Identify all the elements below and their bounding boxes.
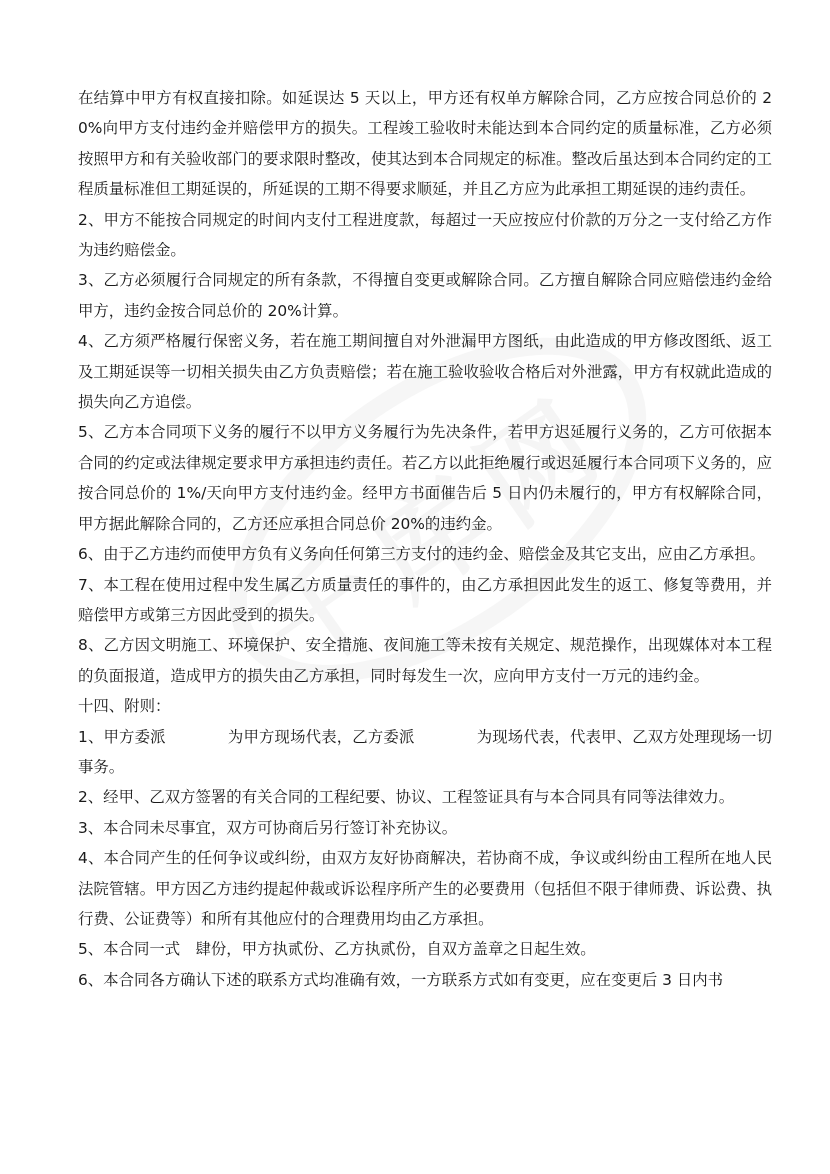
paragraph-penalty-continued: 在结算中甲方有权直接扣除。如延误达 5 天以上，甲方还有权单方解除合同，乙方应按合同总价的 20%向甲方支付违约金并赔偿甲方的损失。工程竣工验收时未能达到本合同约定的质量标准，乙方必须按照甲方和有关验收部门的要求限时整改，使其达到本合同规定的标准。整改后虽达到本合同约定的工程质量标准但工期延误的，所延误的工期不得要求顺延，并且乙方应为此承担工期延误的违约责任。	[78, 89, 772, 199]
paragraph-clause-4: 4、乙方须严格履行保密义务，若在施工期间擅自对外泄漏甲方图纸，由此造成的甲方修改图纸、返工及工期延误等一切相关损失由乙方负责赔偿；若在施工验收验收合格后对外泄露，甲方有权就此造成的损失向乙方追偿。	[78, 332, 772, 412]
paragraph-clause-7: 7、本工程在使用过程中发生属乙方质量责任的事件的，由乙方承担因此发生的返工、修复等费用，并赔偿甲方或第三方因此受到的损失。	[78, 575, 772, 624]
paragraph-clause-2: 2、甲方不能按合同规定的时间内支付工程进度款，每超过一天应按应付价款的万分之一支付给乙方作为违约赔偿金。	[78, 210, 772, 260]
paragraph-clause-5: 5、乙方本合同项下义务的履行不以甲方义务履行为先决条件，若甲方迟延履行义务的，乙方可依据本合同的约定或法律规定要求甲方承担违约责任。若乙方以此拒绝履行或迟延履行本合同项下义务的，应按合同总价的 1%/天向甲方支付违约金。经甲方书面催告后 5 日内仍未履行的，甲方有权解除合同，甲方据此解除合同的，乙方还应承担合同总价 20%的违约金。	[78, 423, 772, 533]
paragraph-clause-6: 6、由于乙方违约而使甲方负有义务向任何第三方支付的违约金、赔偿金及其它支出，应由乙方承担。	[78, 545, 765, 564]
paragraph-appendix-3: 3、本合同未尽事宜，双方可协商后另行签订补充协议。	[78, 818, 458, 837]
section-heading-appendix: 十四、附则：	[78, 697, 171, 716]
paragraph-appendix-4: 4、本合同产生的任何争议或纠纷，由双方友好协商解决，若协商不成，争议或纠纷由工程所在地人民法院管辖。甲方因乙方违约提起仲裁或诉讼程序所产生的必要费用（包括但不限于律师费、诉讼费、执行费、公证费等）和所有其他应付的合理费用均由乙方承担。	[78, 849, 772, 928]
paragraph-clause-8: 8、乙方因文明施工、环境保护、安全措施、夜间施工等未按有关规定、规范操作，出现媒体对本工程的负面报道，造成甲方的损失由乙方承担，同时每发生一次，应向甲方支付一万元的违约金。	[78, 636, 772, 685]
paragraph-appendix-2: 2、经甲、乙双方签署的有关合同的工程纪要、协议、工程签证具有与本合同具有同等法律效力。	[78, 788, 735, 807]
document-body	[78, 83, 772, 995]
paragraph-appendix-6: 6、本合同各方确认下述的联系方式均准确有效，一方联系方式如有变更，应在变更后 3 日内书	[78, 970, 723, 989]
paragraph-appendix-5: 5、本合同一式 肆份，甲方执贰份、乙方执贰份，自双方盖章之日起生效。	[78, 940, 596, 959]
paragraph-clause-3: 3、乙方必须履行合同规定的所有条款，不得擅自变更或解除合同。乙方擅自解除合同应赔偿违约金给甲方，违约金按合同总价的 20%计算。	[78, 271, 772, 320]
paragraph-appendix-1: 1、甲方委派 为甲方现场代表，乙方委派 为现场代表，代表甲、乙双方处理现场一切事务。	[78, 727, 772, 776]
